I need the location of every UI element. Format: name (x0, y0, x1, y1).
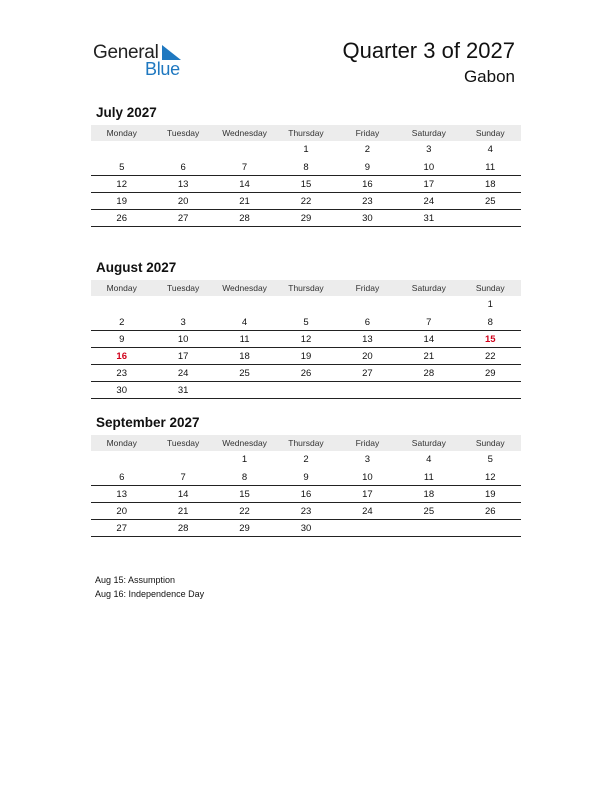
page-title: Quarter 3 of 2027 (342, 38, 515, 63)
day-cell: 22 (239, 506, 250, 517)
day-cell (398, 296, 459, 314)
day-cell: 18 (423, 489, 435, 500)
weekday-label: Friday (355, 128, 380, 138)
day-cell: 6 (180, 162, 186, 173)
weekday-label: Monday (106, 283, 137, 293)
day-cell: 16 (362, 179, 373, 190)
week-row (91, 486, 521, 503)
day-cell: 3 (426, 144, 432, 155)
day-cell: 19 (484, 489, 496, 500)
day-cell: 22 (484, 351, 496, 362)
day-cell (214, 141, 275, 159)
day-cell (152, 451, 213, 469)
day-cell (337, 296, 398, 314)
day-cell: 4 (241, 317, 248, 328)
calendar-grid (91, 280, 521, 399)
day-cell (214, 296, 275, 314)
weekday-label: Tuesday (166, 438, 200, 448)
week-row (91, 382, 521, 399)
day-cell: 30 (300, 523, 312, 534)
day-cell: 12 (300, 334, 312, 345)
month-title: September 2027 (96, 415, 200, 430)
weekday-label: Tuesday (166, 283, 200, 293)
day-cell: 28 (239, 213, 250, 224)
day-cell: 3 (180, 317, 186, 328)
day-cell: 21 (177, 506, 189, 517)
day-cell: 9 (303, 472, 309, 483)
day-cell: 13 (362, 334, 373, 345)
week-row (91, 331, 521, 348)
week-row (91, 193, 521, 210)
day-cell: 8 (303, 162, 309, 173)
day-cell: 2 (119, 317, 125, 328)
day-cell: 23 (362, 196, 373, 207)
day-cell: 10 (177, 334, 189, 345)
day-cell: 21 (239, 196, 250, 207)
day-cell: 17 (177, 351, 189, 362)
day-cell: 31 (423, 213, 435, 224)
day-cell: 17 (423, 179, 435, 190)
day-cell: 1 (487, 299, 493, 310)
weekday-label: Tuesday (166, 128, 200, 138)
day-cell: 28 (177, 523, 189, 534)
day-cell: 30 (362, 213, 373, 224)
day-cell: 26 (116, 213, 127, 224)
day-cell (460, 382, 521, 398)
holiday-notes (95, 573, 204, 601)
calendar-grid (91, 125, 521, 227)
day-cell (275, 296, 336, 314)
weekday-label: Sunday (475, 128, 505, 138)
week-row (91, 296, 521, 314)
month-calendar-august (91, 259, 521, 399)
week-row (91, 451, 521, 469)
day-cell: 7 (241, 162, 248, 173)
week-row (91, 176, 521, 193)
month-calendar-september (91, 414, 521, 537)
logo-word-blue: Blue (145, 59, 180, 79)
weekday-label: Wednesday (222, 438, 267, 448)
weekday-header-row (91, 280, 521, 296)
weekday-label: Friday (355, 283, 380, 293)
weekday-label: Saturday (411, 438, 446, 448)
day-cell: 2 (303, 454, 309, 465)
day-cell: 30 (116, 385, 127, 396)
day-cell: 26 (484, 506, 496, 517)
day-cell: 24 (177, 368, 189, 379)
day-cell: 27 (362, 368, 373, 379)
day-cell (398, 382, 459, 398)
day-cell: 14 (239, 179, 250, 190)
day-cell: 25 (423, 506, 435, 517)
day-cell: 20 (116, 506, 127, 517)
weekday-label: Monday (106, 128, 137, 138)
day-cell: 1 (241, 454, 248, 465)
holiday-note: Aug 15: Assumption (95, 575, 176, 585)
weekday-header-row (91, 435, 521, 451)
day-cell (152, 141, 213, 159)
weekday-label: Friday (355, 438, 380, 448)
week-row (91, 141, 521, 159)
day-cell: 11 (423, 472, 434, 483)
day-cell (460, 520, 521, 536)
day-cell: 20 (177, 196, 189, 207)
day-cell: 29 (300, 213, 312, 224)
day-cell: 25 (239, 368, 250, 379)
day-cell: 17 (362, 489, 373, 500)
day-cell: 19 (116, 196, 127, 207)
holiday-date: 16 (116, 351, 127, 362)
weekday-label: Saturday (411, 128, 446, 138)
day-cell (91, 141, 152, 159)
weekday-label: Thursday (288, 128, 324, 138)
day-cell: 13 (177, 179, 189, 190)
day-cell: 12 (484, 472, 496, 483)
day-cell: 4 (487, 144, 493, 155)
day-cell: 18 (484, 179, 496, 190)
day-cell: 1 (303, 144, 309, 155)
day-cell: 24 (423, 196, 435, 207)
day-cell: 7 (426, 317, 432, 328)
holiday-note: Aug 16: Independence Day (95, 589, 205, 599)
day-cell (337, 520, 398, 536)
weekday-label: Sunday (475, 283, 505, 293)
day-cell: 8 (487, 317, 493, 328)
day-cell: 5 (303, 317, 309, 328)
day-cell: 26 (300, 368, 312, 379)
day-cell: 22 (300, 196, 312, 207)
weekday-label: Thursday (288, 283, 324, 293)
day-cell: 13 (116, 489, 127, 500)
day-cell: 29 (239, 523, 250, 534)
day-cell: 23 (300, 506, 312, 517)
day-cell: 25 (484, 196, 496, 207)
weekday-label: Wednesday (222, 128, 267, 138)
day-cell: 5 (119, 162, 125, 173)
weekday-label: Saturday (411, 283, 446, 293)
week-row (91, 503, 521, 520)
holiday-date: 15 (484, 334, 496, 345)
day-cell (460, 210, 521, 226)
day-cell: 9 (364, 162, 371, 173)
week-row (91, 348, 521, 365)
day-cell: 27 (177, 213, 189, 224)
day-cell (337, 382, 398, 398)
day-cell (152, 296, 213, 314)
day-cell: 5 (487, 454, 493, 465)
day-cell: 2 (364, 144, 371, 155)
weekday-label: Thursday (288, 438, 324, 448)
day-cell: 21 (423, 351, 435, 362)
day-cell: 4 (426, 454, 432, 465)
day-cell (91, 296, 152, 314)
day-cell: 10 (362, 472, 373, 483)
week-row (91, 469, 521, 486)
day-cell: 15 (239, 489, 250, 500)
country-name: Gabon (463, 67, 515, 86)
weekday-label: Sunday (475, 438, 505, 448)
day-cell: 15 (300, 179, 312, 190)
day-cell: 8 (241, 472, 248, 483)
generalblue-logo (93, 42, 193, 78)
day-cell (214, 382, 275, 398)
month-title: August 2027 (96, 260, 177, 275)
month-title: July 2027 (96, 105, 157, 120)
day-cell: 6 (364, 317, 371, 328)
day-cell: 16 (300, 489, 312, 500)
weekday-label: Wednesday (222, 283, 267, 293)
day-cell (275, 382, 336, 398)
day-cell: 19 (300, 351, 312, 362)
calendar-grid (91, 435, 521, 537)
day-cell: 3 (364, 454, 371, 465)
week-row (91, 520, 521, 537)
day-cell: 31 (177, 385, 189, 396)
month-calendar-july (91, 104, 521, 227)
week-row (91, 314, 521, 331)
day-cell: 14 (177, 489, 189, 500)
day-cell: 18 (239, 351, 250, 362)
day-cell (398, 520, 459, 536)
weekday-label: Monday (106, 438, 137, 448)
day-cell: 20 (362, 351, 373, 362)
day-cell: 27 (116, 523, 127, 534)
day-cell: 24 (362, 506, 373, 517)
week-row (91, 159, 521, 176)
day-cell: 28 (423, 368, 435, 379)
day-cell: 10 (423, 162, 435, 173)
day-cell (91, 451, 152, 469)
day-cell: 14 (423, 334, 435, 345)
logo-word-general: General (93, 42, 159, 63)
day-cell: 12 (116, 179, 127, 190)
day-cell: 29 (484, 368, 496, 379)
day-cell: 11 (239, 334, 250, 345)
week-row (91, 210, 521, 227)
day-cell: 9 (119, 334, 125, 345)
day-cell: 23 (116, 368, 127, 379)
weekday-header-row (91, 125, 521, 141)
day-cell: 11 (485, 162, 496, 173)
day-cell: 6 (119, 472, 125, 483)
day-cell: 7 (180, 472, 186, 483)
week-row (91, 365, 521, 382)
